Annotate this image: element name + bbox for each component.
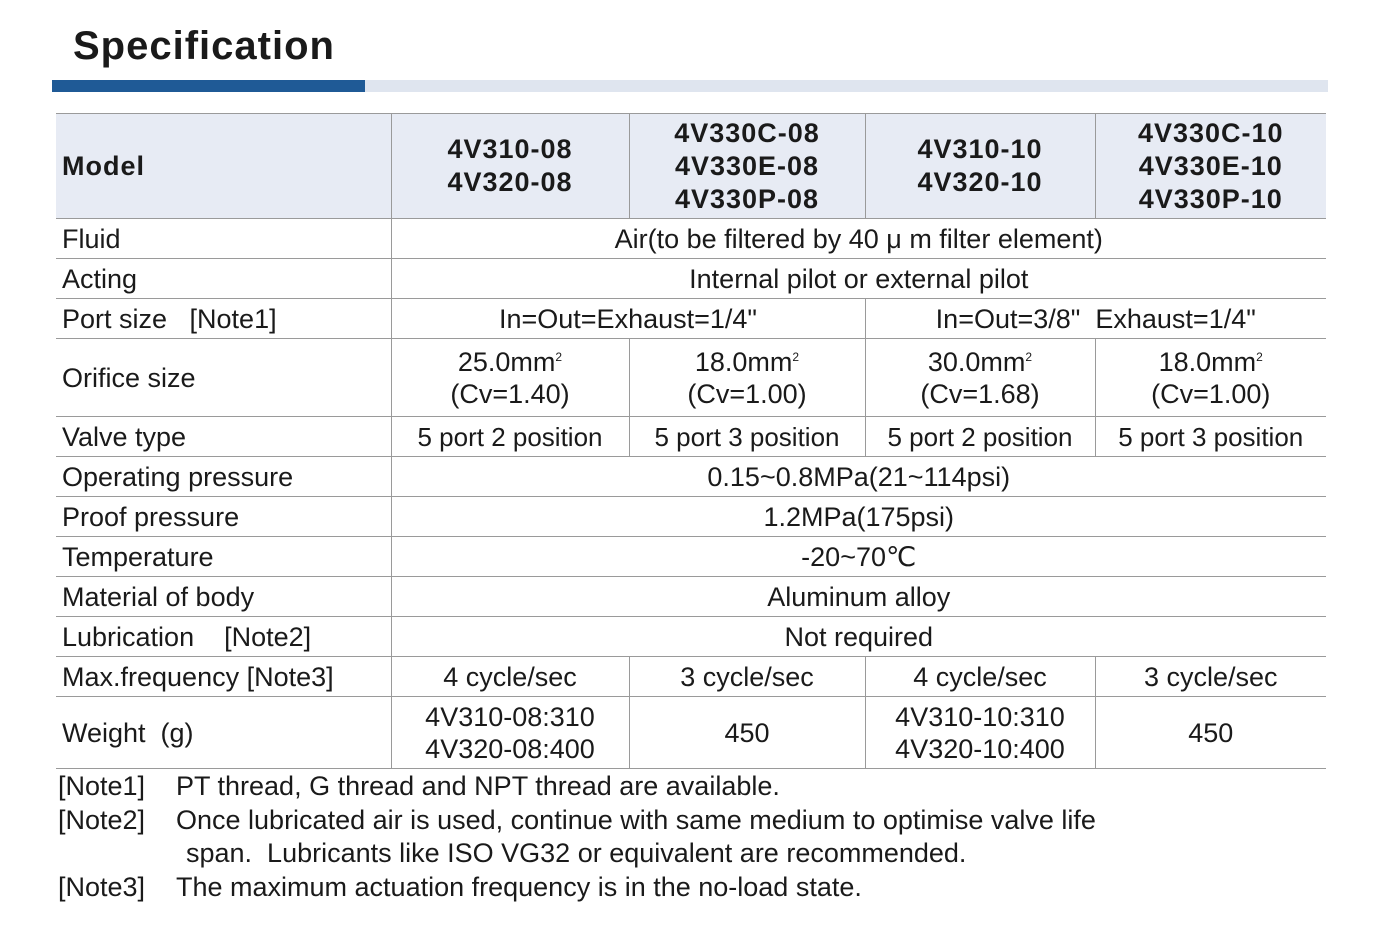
- model-name: 4V310-10: [917, 134, 1043, 164]
- orifice-cv: (Cv=1.00): [687, 378, 807, 409]
- note-1: [58, 770, 1358, 804]
- weight-line: 4V310-10:310: [895, 701, 1065, 732]
- note-tag: [Note3]: [58, 871, 146, 902]
- table-row-orifice-size: [56, 339, 1326, 417]
- weight-value: 450: [1095, 697, 1326, 769]
- model-name: 4V320-08: [447, 167, 573, 197]
- row-label: Weight (g): [56, 697, 391, 769]
- orifice-value: [629, 339, 865, 417]
- temperature-value: -20~70℃: [391, 537, 1326, 577]
- row-label: Material of body: [56, 577, 391, 617]
- row-label: Max.frequency [Note3]: [56, 657, 391, 697]
- row-label: Temperature: [56, 537, 391, 577]
- model-column-4: [1095, 114, 1326, 219]
- orifice-cv: (Cv=1.40): [450, 378, 570, 409]
- table-row-port-size: [56, 299, 1326, 339]
- orifice-area: 25.0mm: [457, 346, 556, 377]
- operating-pressure-value: 0.15~0.8MPa(21~114psi): [391, 457, 1326, 497]
- row-label: Operating pressure: [56, 457, 391, 497]
- unit-exponent: 2: [1025, 349, 1033, 364]
- orifice-area: 18.0mm: [1158, 346, 1257, 377]
- table-row-temperature: [56, 537, 1326, 577]
- specification-table: [56, 113, 1326, 769]
- row-label: Proof pressure: [56, 497, 391, 537]
- model-column-2: [629, 114, 865, 219]
- page-title: Specification: [73, 24, 335, 68]
- model-name: 4V320-10: [917, 167, 1043, 197]
- frequency-value: 4 cycle/sec: [391, 657, 629, 697]
- material-value: Aluminum alloy: [391, 577, 1326, 617]
- frequency-value: 4 cycle/sec: [865, 657, 1095, 697]
- row-label: Orifice size: [56, 339, 391, 417]
- row-label: Fluid: [56, 219, 391, 259]
- row-label: Acting: [56, 259, 391, 299]
- table-row-weight: [56, 697, 1326, 769]
- weight-line: 4V320-08:400: [425, 733, 595, 764]
- port-size-value: In=Out=Exhaust=1/4": [391, 299, 865, 339]
- model-name: 4V330E-08: [674, 150, 820, 181]
- valve-type-value: 5 port 3 position: [1095, 417, 1326, 457]
- model-name: 4V330P-10: [1138, 183, 1283, 214]
- table-row-proof-pressure: [56, 497, 1326, 537]
- table-row-acting: [56, 259, 1326, 299]
- orifice-value: [865, 339, 1095, 417]
- table-row-fluid: [56, 219, 1326, 259]
- table-row-operating-pressure: [56, 457, 1326, 497]
- valve-type-value: 5 port 2 position: [865, 417, 1095, 457]
- unit-exponent: 2: [555, 349, 563, 364]
- orifice-value: [391, 339, 629, 417]
- note-tag: [Note2]: [58, 804, 146, 835]
- note-text: Once lubricated air is used, continue with same medium to optimise valve life: [176, 804, 1096, 835]
- orifice-area: 30.0mm: [927, 346, 1026, 377]
- weight-value: [865, 697, 1095, 769]
- port-size-value: In=Out=3/8" Exhaust=1/4": [865, 299, 1326, 339]
- orifice-value: [1095, 339, 1326, 417]
- row-label: Port size [Note1]: [56, 299, 391, 339]
- frequency-value: 3 cycle/sec: [1095, 657, 1326, 697]
- row-label: Valve type: [56, 417, 391, 457]
- model-name: 4V330P-08: [674, 183, 820, 214]
- valve-type-value: 5 port 3 position: [629, 417, 865, 457]
- weight-value: [391, 697, 629, 769]
- model-column-3: [865, 114, 1095, 219]
- weight-value: 450: [629, 697, 865, 769]
- orifice-cv: (Cv=1.00): [1151, 378, 1271, 409]
- table-row-lubrication: [56, 617, 1326, 657]
- model-name: 4V330C-08: [674, 117, 820, 148]
- title-underline-accent: [52, 80, 365, 92]
- model-column-1: [391, 114, 629, 219]
- unit-exponent: 2: [1256, 349, 1263, 364]
- lubrication-value: Not required: [391, 617, 1326, 657]
- table-row-valve-type: [56, 417, 1326, 457]
- note-2: [58, 804, 1358, 838]
- proof-pressure-value: 1.2MPa(175psi): [391, 497, 1326, 537]
- table-row-material: [56, 577, 1326, 617]
- orifice-area: 18.0mm: [694, 346, 793, 377]
- model-name: 4V330C-10: [1137, 117, 1284, 148]
- frequency-value: 3 cycle/sec: [629, 657, 865, 697]
- note-tag: [Note1]: [58, 771, 146, 801]
- weight-line: 4V310-08:310: [425, 701, 595, 732]
- note-text: The maximum actuation frequency is in the no-load state.: [176, 871, 862, 902]
- fluid-value: Air(to be filtered by 40 μ m filter element): [391, 219, 1326, 259]
- model-name: 4V330E-10: [1138, 150, 1283, 181]
- note-2-continuation: span. Lubricants like ISO VG32 or equivalent are recommended.: [186, 838, 967, 868]
- note-3: [58, 871, 1358, 905]
- notes-section: [58, 770, 1358, 904]
- weight-line: 4V320-10:400: [895, 733, 1065, 764]
- acting-value: Internal pilot or external pilot: [391, 259, 1326, 299]
- model-label: Model: [56, 114, 391, 219]
- valve-type-value: 5 port 2 position: [391, 417, 629, 457]
- unit-exponent: 2: [792, 349, 800, 364]
- table-header-row: [56, 114, 1326, 219]
- orifice-cv: (Cv=1.68): [920, 378, 1040, 409]
- title-underline: [365, 80, 1328, 92]
- model-name: 4V310-08: [447, 134, 573, 164]
- note-text: PT thread, G thread and NPT thread are available.: [176, 771, 780, 801]
- table-row-max-frequency: [56, 657, 1326, 697]
- row-label: Lubrication [Note2]: [56, 617, 391, 657]
